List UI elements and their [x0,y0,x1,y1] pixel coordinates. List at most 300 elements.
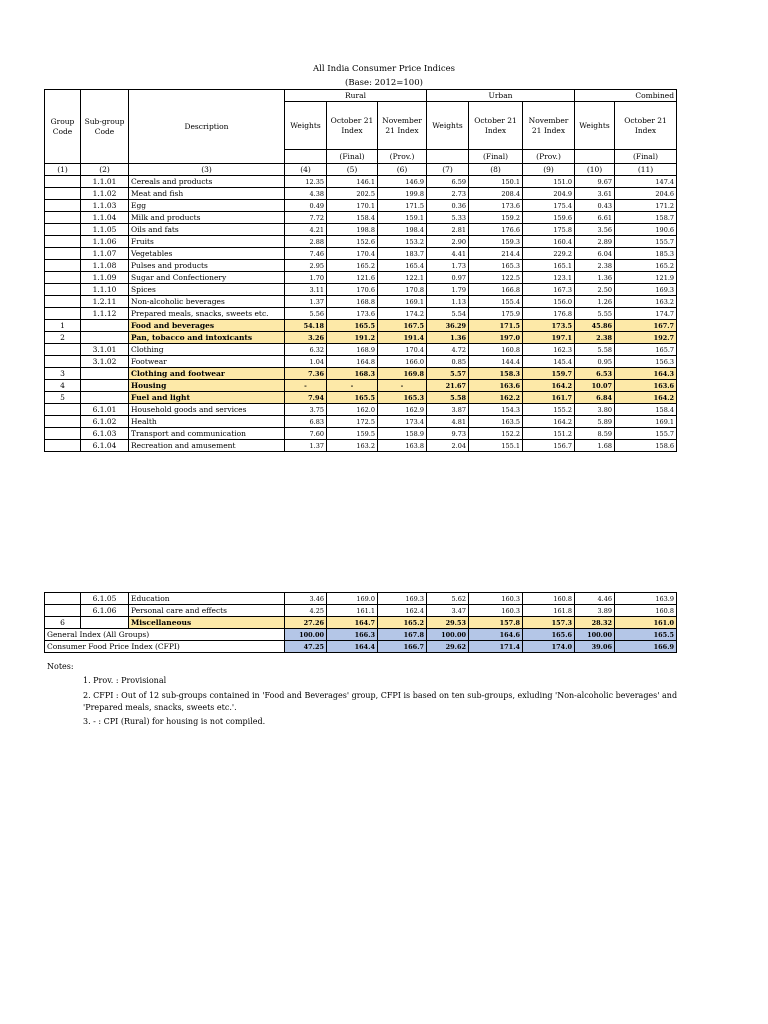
value-cell: 151.2 [523,428,575,440]
value-cell: 172.5 [327,416,378,428]
column-number: (10) [575,164,615,176]
subgroup-code-cell: 3.1.01 [81,344,129,356]
header-final: (Final) [327,150,378,164]
group-code-cell [45,200,81,212]
value-cell: 5.54 [427,308,469,320]
value-cell: 123.1 [523,272,575,284]
value-cell: 4.46 [575,593,615,605]
value-cell: 160.8 [469,344,523,356]
table-row [45,188,677,200]
group-code-cell [45,284,81,296]
group-code-cell [45,356,81,368]
row-description: Non-alcoholic beverages [129,296,285,308]
value-cell: 163.6 [469,380,523,392]
header-description: Description [129,90,285,164]
value-cell: 45.86 [575,320,615,332]
value-cell: 163.5 [469,416,523,428]
value-cell: 204.6 [615,188,677,200]
value-cell: 6.59 [427,176,469,188]
value-cell: 198.8 [327,224,378,236]
value-cell: 165.4 [378,260,427,272]
value-cell: 165.7 [615,344,677,356]
value-cell: 7.94 [285,392,327,404]
header-nov-index: November 21 Index [378,102,427,150]
value-cell: 157.3 [523,617,575,629]
value-cell: 7.46 [285,248,327,260]
row-description: Fruits [129,236,285,248]
row-description: Egg [129,200,285,212]
page-subtitle: (Base: 2012=100) [345,78,423,88]
value-cell: 3.89 [575,605,615,617]
table-row [45,380,677,392]
value-cell: 1.04 [285,356,327,368]
value-cell: 1.36 [575,272,615,284]
table-row [45,200,677,212]
value-cell: 165.3 [469,260,523,272]
group-code-cell [45,416,81,428]
note-2: 2. CFPI : Out of 12 sub-groups contained in 'Food and Beverages' group, CFPI is based on ten sub-groups, exluding 'Non-alcoholic beverages' and [83,691,678,700]
value-cell: 150.1 [469,176,523,188]
value-cell: 164.8 [327,356,378,368]
row-description: Sugar and Confectionery [129,272,285,284]
value-cell: 3.80 [575,404,615,416]
value-cell: 165.6 [523,629,575,641]
value-cell: 2.50 [575,284,615,296]
group-code-cell [45,248,81,260]
subgroup-code-cell [81,368,129,380]
value-cell: 4.72 [427,344,469,356]
subgroup-code-cell: 1.1.09 [81,272,129,284]
row-description: Pan, tobacco and intoxicants [129,332,285,344]
value-cell: 160.3 [469,605,523,617]
value-cell: 5.55 [575,308,615,320]
value-cell: 173.4 [378,416,427,428]
note-1: 1. Prov. : Provisional [83,676,167,685]
value-cell: 162.0 [327,404,378,416]
value-cell: 2.04 [427,440,469,452]
table-row [45,617,677,629]
value-cell: 27.26 [285,617,327,629]
value-cell: 173.6 [327,308,378,320]
header-weights: Weights [427,102,469,150]
group-code-cell [45,176,81,188]
subgroup-code-cell: 1.1.12 [81,308,129,320]
value-cell: 167.5 [378,320,427,332]
note-2-cont: 'Prepared meals, snacks, sweets etc.'. [83,703,237,712]
value-cell: 214.4 [469,248,523,260]
note-3: 3. - : CPI (Rural) for housing is not compiled. [83,717,266,726]
row-description: Health [129,416,285,428]
group-code-cell [45,440,81,452]
header-subgroup-code: Sub-group Code [81,90,129,164]
value-cell: 5.62 [427,593,469,605]
table-row [45,332,677,344]
value-cell: 170.1 [327,200,378,212]
row-description: Household goods and services [129,404,285,416]
value-cell: 160.3 [469,593,523,605]
row-description: General Index (All Groups) [45,629,285,641]
value-cell: 167.7 [615,320,677,332]
value-cell: 171.5 [378,200,427,212]
value-cell: 161.0 [615,617,677,629]
value-cell: 165.5 [327,320,378,332]
group-code-cell [45,224,81,236]
value-cell: 6.32 [285,344,327,356]
value-cell: 100.00 [575,629,615,641]
table-row [45,320,677,332]
value-cell: 3.47 [427,605,469,617]
value-cell: 176.8 [523,308,575,320]
column-number: (11) [615,164,677,176]
group-code-cell: 5 [45,392,81,404]
subgroup-code-cell: 1.1.10 [81,284,129,296]
value-cell: 5.89 [575,416,615,428]
value-cell: 166.9 [615,641,677,653]
subgroup-code-cell: 6.1.03 [81,428,129,440]
header-weights: Weights [285,102,327,150]
table-row [45,308,677,320]
group-code-cell: 1 [45,320,81,332]
header-oct-index: October 21 Index [327,102,378,150]
value-cell: 173.5 [523,320,575,332]
value-cell: 1.36 [427,332,469,344]
group-code-cell [45,212,81,224]
value-cell: 36.29 [427,320,469,332]
value-cell: 170.6 [327,284,378,296]
value-cell: 159.1 [378,212,427,224]
value-cell: 2.88 [285,236,327,248]
header-urban: Urban [427,90,575,102]
value-cell: 28.32 [575,617,615,629]
value-cell: 6.84 [575,392,615,404]
value-cell: 3.75 [285,404,327,416]
table-row [45,416,677,428]
value-cell: 165.2 [615,260,677,272]
value-cell: 0.85 [427,356,469,368]
page-title: All India Consumer Price Indices [313,64,455,74]
value-cell: 29.62 [427,641,469,653]
subgroup-code-cell: 1.1.07 [81,248,129,260]
row-description: Food and beverages [129,320,285,332]
value-cell: 165.5 [615,629,677,641]
header-rural: Rural [285,90,427,102]
value-cell: 1.79 [427,284,469,296]
row-description: Clothing [129,344,285,356]
value-cell: 167.8 [378,629,427,641]
value-cell: 168.3 [327,368,378,380]
group-code-cell [45,593,81,605]
value-cell: 8.59 [575,428,615,440]
column-number: (3) [129,164,285,176]
value-cell: 4.41 [427,248,469,260]
value-cell: 6.61 [575,212,615,224]
value-cell: 12.35 [285,176,327,188]
value-cell: 164.7 [327,617,378,629]
value-cell: 165.2 [378,617,427,629]
value-cell: 156.0 [523,296,575,308]
value-cell: 1.37 [285,296,327,308]
value-cell: 4.21 [285,224,327,236]
value-cell: 169.3 [378,593,427,605]
value-cell: 146.9 [378,176,427,188]
header-oct-index: October 21 Index [469,102,523,150]
header-prov: (Prov.) [523,150,575,164]
value-cell: 29.53 [427,617,469,629]
table-row [45,260,677,272]
value-cell: 158.6 [615,440,677,452]
value-cell: 164.2 [615,392,677,404]
value-cell: 160.4 [523,236,575,248]
row-description: Housing [129,380,285,392]
value-cell: 121.9 [615,272,677,284]
row-description: Meat and fish [129,188,285,200]
value-cell: 3.87 [427,404,469,416]
value-cell: 144.4 [469,356,523,368]
value-cell: 174.7 [615,308,677,320]
group-code-cell [45,236,81,248]
value-cell: 155.2 [523,404,575,416]
value-cell: 154.3 [469,404,523,416]
column-number: (8) [469,164,523,176]
value-cell: 163.9 [615,593,677,605]
subgroup-code-cell: 1.2.11 [81,296,129,308]
subgroup-code-cell: 1.1.02 [81,188,129,200]
value-cell: 171.2 [615,200,677,212]
value-cell: 47.25 [285,641,327,653]
value-cell: 4.38 [285,188,327,200]
value-cell: 6.83 [285,416,327,428]
value-cell: 164.4 [327,641,378,653]
value-cell: 4.25 [285,605,327,617]
value-cell: 0.49 [285,200,327,212]
value-cell: 0.97 [427,272,469,284]
value-cell: 0.36 [427,200,469,212]
value-cell: 166.8 [469,284,523,296]
row-description: Clothing and footwear [129,368,285,380]
value-cell: 159.2 [469,212,523,224]
value-cell: 169.8 [378,368,427,380]
value-cell: 202.5 [327,188,378,200]
value-cell: 159.3 [469,236,523,248]
value-cell: 198.4 [378,224,427,236]
value-cell: 190.6 [615,224,677,236]
group-code-cell: 6 [45,617,81,629]
group-code-cell [45,188,81,200]
group-code-cell [45,404,81,416]
subgroup-code-cell: 1.1.01 [81,176,129,188]
row-description: Prepared meals, snacks, sweets etc. [129,308,285,320]
row-description: Miscellaneous [129,617,285,629]
value-cell: 3.46 [285,593,327,605]
value-cell: 166.7 [378,641,427,653]
value-cell: 159.5 [327,428,378,440]
value-cell: 146.1 [327,176,378,188]
value-cell: 168.9 [327,344,378,356]
header-weights: Weights [575,102,615,150]
value-cell: 171.5 [469,320,523,332]
value-cell: 175.4 [523,200,575,212]
row-description: Personal care and effects [129,605,285,617]
value-cell: 175.8 [523,224,575,236]
value-cell: 6.53 [575,368,615,380]
value-cell: 197.1 [523,332,575,344]
row-description: Transport and communication [129,428,285,440]
row-description: Oils and fats [129,224,285,236]
table-row [45,296,677,308]
subgroup-code-cell [81,617,129,629]
value-cell: 171.4 [469,641,523,653]
value-cell: 155.7 [615,236,677,248]
table-row [45,284,677,296]
table-row [45,344,677,356]
value-cell: 168.8 [327,296,378,308]
value-cell: 2.38 [575,260,615,272]
value-cell: 164.3 [615,368,677,380]
value-cell: 163.6 [615,380,677,392]
value-cell: 2.38 [575,332,615,344]
column-number: (5) [327,164,378,176]
table-row [45,641,677,653]
value-cell: 175.9 [469,308,523,320]
value-cell: 160.8 [615,605,677,617]
table-row [45,440,677,452]
value-cell: 5.33 [427,212,469,224]
value-cell: 208.4 [469,188,523,200]
subgroup-code-cell: 1.1.08 [81,260,129,272]
table-row [45,629,677,641]
value-cell: 157.8 [469,617,523,629]
table-row [45,404,677,416]
value-cell: 7.60 [285,428,327,440]
value-cell: 152.6 [327,236,378,248]
value-cell: 1.73 [427,260,469,272]
value-cell: 197.0 [469,332,523,344]
value-cell: 0.43 [575,200,615,212]
value-cell: 169.3 [615,284,677,296]
value-cell: 2.81 [427,224,469,236]
value-cell: 161.1 [327,605,378,617]
value-cell: 145.4 [523,356,575,368]
header-combined: Combined [575,90,677,102]
subgroup-code-cell [81,380,129,392]
value-cell: 153.2 [378,236,427,248]
table-row [45,272,677,284]
row-description: Cereals and products [129,176,285,188]
value-cell: 121.6 [327,272,378,284]
value-cell: 3.26 [285,332,327,344]
cpi-table-top [44,89,677,452]
value-cell: 174.0 [523,641,575,653]
value-cell: 7.72 [285,212,327,224]
value-cell: 158.4 [327,212,378,224]
value-cell: 161.7 [523,392,575,404]
group-code-cell: 2 [45,332,81,344]
group-code-cell [45,260,81,272]
value-cell: - [327,380,378,392]
value-cell: 155.7 [615,428,677,440]
value-cell: 162.9 [378,404,427,416]
header-group-code: Group Code [45,90,81,164]
value-cell: 155.4 [469,296,523,308]
group-code-cell [45,344,81,356]
subgroup-code-cell [81,392,129,404]
table-row [45,368,677,380]
value-cell: 163.8 [378,440,427,452]
subgroup-code-cell [81,332,129,344]
subgroup-code-cell: 1.1.04 [81,212,129,224]
value-cell: 1.13 [427,296,469,308]
value-cell: 170.4 [378,344,427,356]
value-cell: 158.7 [615,212,677,224]
value-cell: 166.0 [378,356,427,368]
value-cell: 5.58 [575,344,615,356]
group-code-cell: 3 [45,368,81,380]
group-code-cell [45,272,81,284]
subgroup-code-cell: 1.1.03 [81,200,129,212]
value-cell: 170.4 [327,248,378,260]
table-row [45,593,677,605]
value-cell: 169.1 [378,296,427,308]
value-cell: 1.26 [575,296,615,308]
value-cell: 1.70 [285,272,327,284]
value-cell: 159.6 [523,212,575,224]
value-cell: 39.06 [575,641,615,653]
table-row [45,605,677,617]
subgroup-code-cell [81,320,129,332]
value-cell: 192.7 [615,332,677,344]
value-cell: 156.3 [615,356,677,368]
value-cell: 3.61 [575,188,615,200]
value-cell: 176.6 [469,224,523,236]
value-cell: 164.6 [469,629,523,641]
value-cell: 167.3 [523,284,575,296]
row-description: Milk and products [129,212,285,224]
subgroup-code-cell: 1.1.05 [81,224,129,236]
value-cell: 162.3 [523,344,575,356]
value-cell: 2.89 [575,236,615,248]
value-cell: 204.9 [523,188,575,200]
value-cell: 199.8 [378,188,427,200]
row-description: Education [129,593,285,605]
value-cell: 162.2 [469,392,523,404]
value-cell: 163.2 [327,440,378,452]
header-final: (Final) [469,150,523,164]
value-cell: - [285,380,327,392]
value-cell: 165.2 [327,260,378,272]
value-cell: 174.2 [378,308,427,320]
table-row [45,248,677,260]
value-cell: 185.3 [615,248,677,260]
row-description: Recreation and amusement [129,440,285,452]
value-cell: 158.3 [469,368,523,380]
value-cell: 9.67 [575,176,615,188]
value-cell: 169.1 [615,416,677,428]
group-code-cell [45,308,81,320]
value-cell: 164.2 [523,380,575,392]
value-cell: 155.1 [469,440,523,452]
group-code-cell [45,428,81,440]
table-row [45,356,677,368]
column-number: (1) [45,164,81,176]
row-description: Consumer Food Price Index (CFPI) [45,641,285,653]
value-cell: 160.8 [523,593,575,605]
value-cell: 165.3 [378,392,427,404]
value-cell: 0.95 [575,356,615,368]
value-cell: 7.36 [285,368,327,380]
row-description: Vegetables [129,248,285,260]
value-cell: 162.4 [378,605,427,617]
subgroup-code-cell: 6.1.06 [81,605,129,617]
